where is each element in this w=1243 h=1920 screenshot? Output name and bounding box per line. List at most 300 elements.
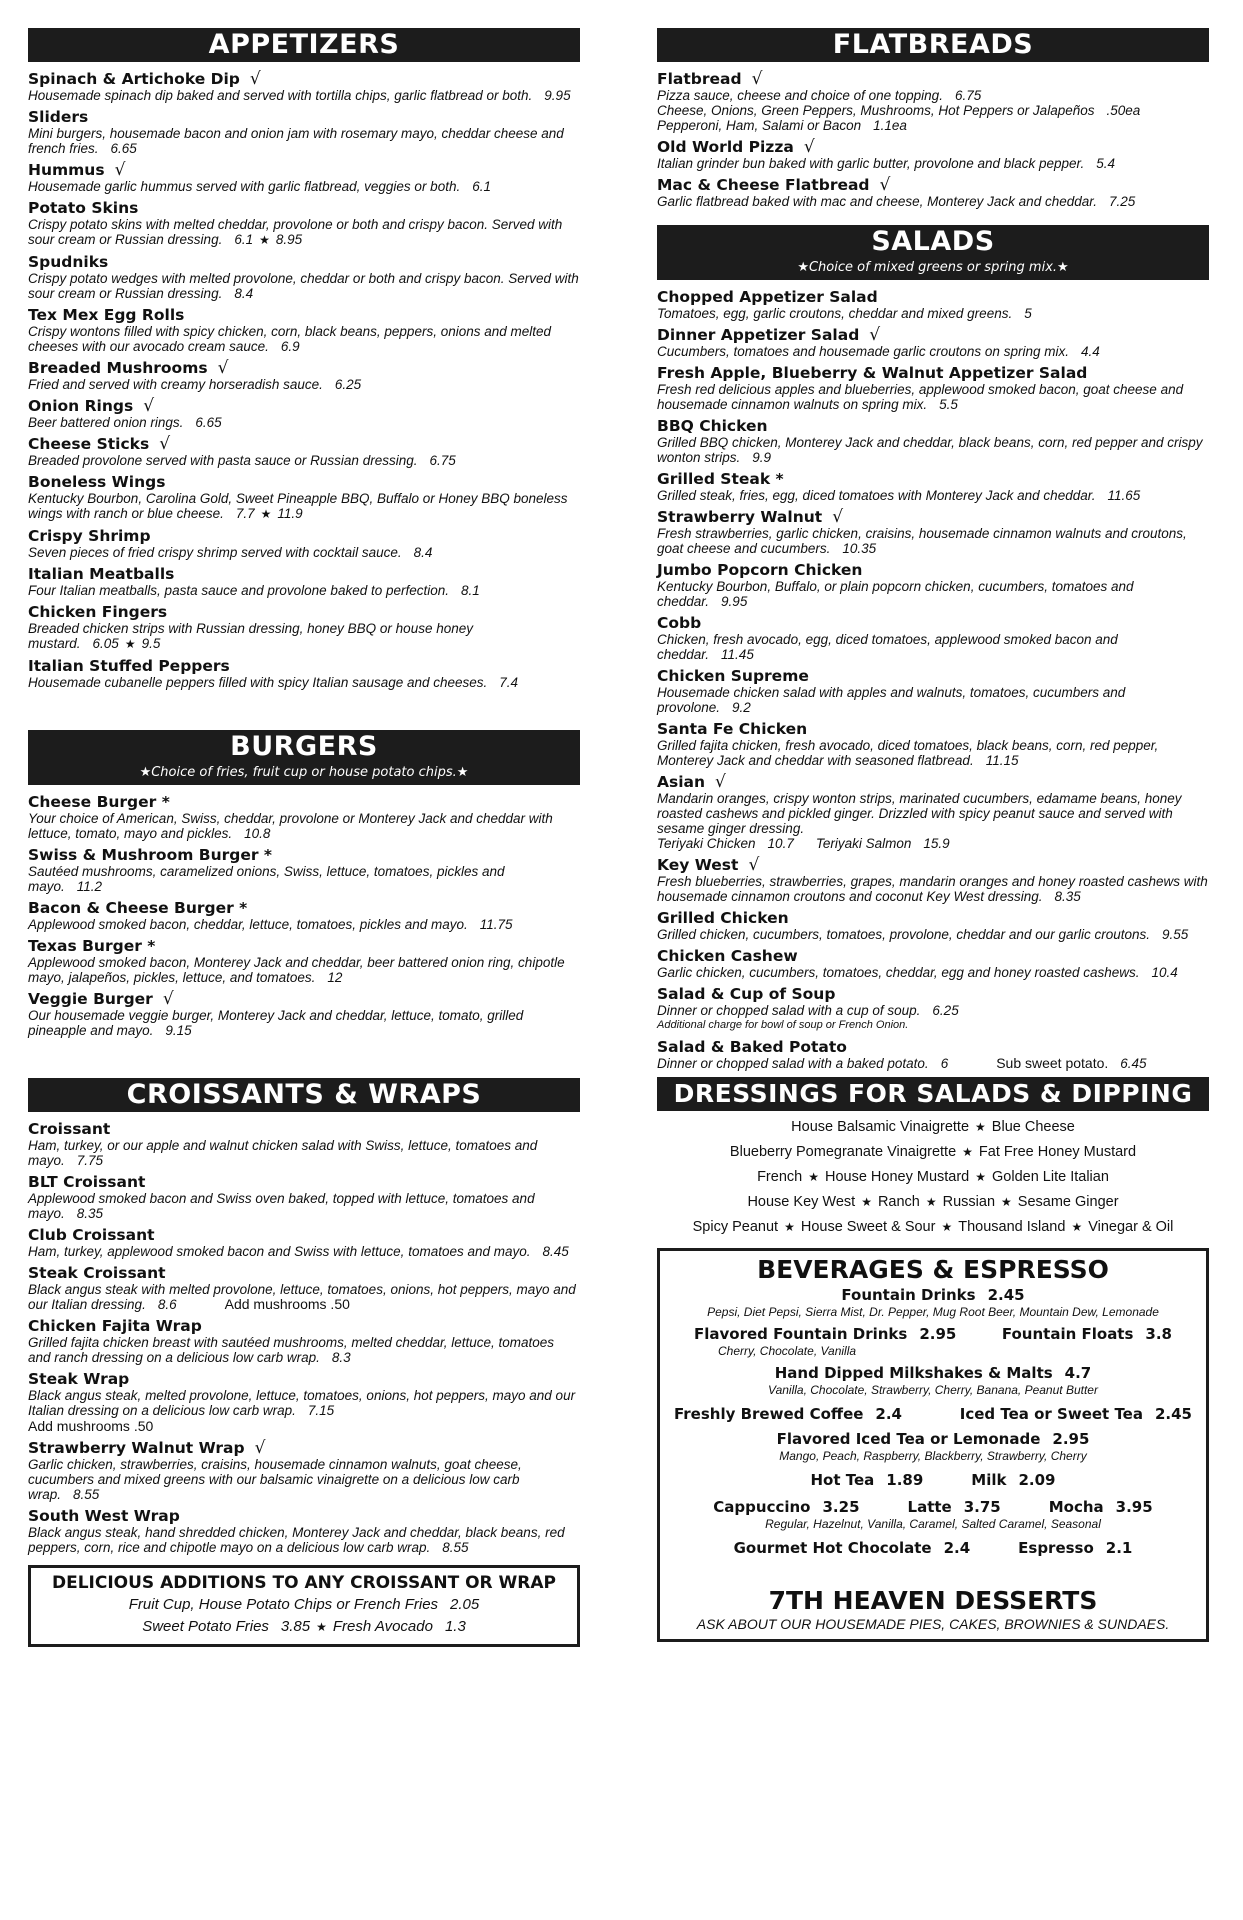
item-desc-text: Applewood smoked bacon, cheddar, lettuce, tomatoes, pickles and mayo. — [28, 917, 468, 932]
section-title: APPETIZERS — [208, 29, 400, 60]
item-desc-text: Crispy wontons filled with spicy chicken, corn, black beans, peppers, onions and melted cheeses with our avocado cream sauce. — [28, 324, 552, 354]
item-name-text: Italian Meatballs — [28, 565, 175, 583]
item-description — [28, 491, 580, 522]
bev-price: 3.25 — [822, 1498, 860, 1516]
item-name-text: Tex Mex Egg Rolls — [28, 306, 185, 324]
item-desc-text: Fresh strawberries, garlic chicken, craisins, housemade cinnamon walnuts and croutons, goat cheese and cucumbers. — [657, 526, 1187, 556]
item-price: 9.15 — [165, 1023, 192, 1038]
item-desc-text: Crispy potato skins with melted cheddar, provolone or both and crispy bacon. Served with sour cream or Russian dressing. — [28, 217, 563, 247]
item-name-text: Breaded Mushrooms — [28, 359, 208, 377]
item-desc-text: Dinner or chopped salad with a baked potato. — [657, 1056, 929, 1071]
item-description — [28, 1525, 580, 1555]
item-name — [657, 508, 1209, 526]
item-description — [28, 324, 580, 354]
menu-item — [657, 614, 1209, 662]
menu-item — [28, 473, 580, 522]
dressing-line — [657, 1140, 1209, 1165]
item-desc-text: Applewood smoked bacon, Monterey Jack and cheddar, beer battered onion ring, chipotle mayo, jalapeños, pickles, lettuce, and tomatoes. — [28, 955, 565, 985]
bev-hot-tea — [810, 1471, 923, 1490]
item-price: 11.45 — [721, 647, 754, 662]
item-desc-text: Black angus steak with melted provolone, lettuce, tomatoes, onions, hot peppers, mayo and our Italian dressing. — [28, 1282, 576, 1312]
item-desc-text: Kentucky Bourbon, Buffalo, or plain popcorn chicken, cucumbers, tomatoes and cheddar. — [657, 579, 1134, 609]
item-desc-text: Kentucky Bourbon, Carolina Gold, Sweet Pineapple BBQ, Buffalo or Honey BBQ boneless wings with ranch or blue cheese. — [28, 491, 568, 521]
item-description — [657, 156, 1209, 171]
star-icon: ★ — [925, 1195, 937, 1209]
desserts-title: 7TH HEAVEN DESSERTS — [768, 1586, 1098, 1615]
item-description — [28, 1008, 580, 1038]
item-desc-text: Garlic chicken, cucumbers, tomatoes, cheddar, egg and honey roasted cashews. — [657, 965, 1140, 980]
item-description — [28, 955, 580, 985]
item-price: 7.7 — [235, 506, 255, 521]
bev-flavored-tea — [660, 1430, 1206, 1463]
item-name — [28, 990, 580, 1008]
item-desc-text: Grilled fajita chicken breast with sautéed mushrooms, melted cheddar, lettuce, tomatoes and ranch dressing on a delicious low carb wrap. — [28, 1335, 555, 1365]
item-name — [657, 985, 1209, 1003]
additions-line2 — [31, 1616, 577, 1638]
item-name-text: Chicken Fingers — [28, 603, 168, 621]
section-appetizers — [28, 28, 580, 690]
item-description — [657, 306, 1209, 321]
star-icon: ★ — [861, 1195, 872, 1209]
item-name — [657, 667, 1209, 685]
bev-name: Fountain Floats — [1001, 1325, 1134, 1343]
menu-item — [657, 856, 1209, 904]
item-desc-text: Black angus steak, hand shredded chicken, Monterey Jack and cheddar, black beans, red peppers, corn, rice and chipotle mayo on a delicious low carb wrap. — [28, 1525, 565, 1555]
dressing-item: Thousand Island — [958, 1219, 1066, 1235]
item-name — [28, 1264, 580, 1282]
item-description — [657, 1003, 1209, 1018]
item-price: 10.4 — [1151, 965, 1178, 980]
item-name-text: Strawberry Walnut — [657, 508, 823, 526]
vegetarian-icon: √ — [254, 1438, 266, 1458]
item-desc-text: Housemade chicken salad with apples and walnuts, tomatoes, cucumbers and provolone. — [657, 685, 1126, 715]
item-name — [657, 614, 1209, 632]
menu-item — [28, 359, 580, 392]
dressing-item: Blue Cheese — [991, 1119, 1075, 1135]
bev-name: Iced Tea or Sweet Tea — [959, 1405, 1143, 1423]
item-name-text: Salad & Cup of Soup — [657, 985, 836, 1003]
item-description — [657, 382, 1209, 412]
menu-item — [28, 527, 580, 560]
bev-price: 3.95 — [1115, 1498, 1153, 1516]
item-name-text: Cobb — [657, 614, 702, 632]
item-desc-text: Breaded provolone served with pasta sauce or Russian dressing. — [28, 453, 418, 468]
option-text: Pepperoni, Ham, Salami or Bacon — [657, 118, 862, 133]
item-desc-text: Four Italian meatballs, pasta sauce and provolone baked to perfection. — [28, 583, 450, 598]
bev-row-chocolate — [660, 1539, 1206, 1558]
item-name — [28, 603, 580, 621]
item-name-text: Boneless Wings — [28, 473, 166, 491]
item-desc-text: Your choice of American, Swiss, cheddar, provolone or Monterey Jack and cheddar with lettuce, tomato, mayo and pickles. — [28, 811, 553, 841]
item-price-large: 9.5 — [141, 636, 161, 651]
item-name — [28, 1317, 580, 1335]
menu-item — [657, 909, 1209, 942]
item-price-large: 11.9 — [277, 506, 303, 521]
item-desc-text: Mandarin oranges, crispy wonton strips, marinated cucumbers, edamame beans, honey roasted cashews and pickled ginger. Drizzled with spicy peanut sauce and served with sesame ginger dressing. — [657, 791, 1182, 836]
item-extra-price: 6.45 — [1120, 1056, 1147, 1071]
item-name-text: Santa Fe Chicken — [657, 720, 808, 738]
item-price: 8.6 — [157, 1297, 177, 1312]
item-description — [28, 811, 580, 841]
item-description — [657, 579, 1209, 609]
vegetarian-icon: √ — [159, 434, 171, 454]
item-desc-text: Crispy potato wedges with melted provolone, cheddar or both and crispy bacon. Served with sour cream or Russian dressing. — [28, 271, 579, 301]
additions-price: 2.05 — [450, 1596, 480, 1613]
item-description — [657, 791, 1209, 836]
menu-item — [28, 161, 580, 194]
option-text: Teriyaki Salmon — [815, 836, 912, 851]
item-name-text: Sliders — [28, 108, 89, 126]
item-desc-text: Garlic chicken, strawberries, craisins, housemade cinnamon walnuts, goat cheese, cucumbers and mixed greens with our balsamic vinaigrette on a delicious low carb wrap. — [28, 1457, 522, 1502]
item-price: 9.55 — [1162, 927, 1189, 942]
item-price: 6.1 — [472, 179, 491, 194]
item-name-text: Salad & Baked Potato — [657, 1038, 847, 1056]
star-icon: ★ — [941, 1220, 953, 1234]
menu-item — [28, 899, 580, 932]
vegetarian-icon: √ — [162, 989, 174, 1009]
item-name — [28, 1120, 580, 1138]
item-description — [657, 344, 1209, 359]
section-header-dressings — [657, 1077, 1209, 1111]
item-name — [657, 470, 1209, 488]
item-name-text: Cheese Sticks — [28, 435, 150, 453]
bev-price: 2.95 — [1052, 1430, 1090, 1448]
item-desc-text: Housemade cubanelle peppers filled with spicy Italian sausage and cheeses. — [28, 675, 488, 690]
item-description — [657, 435, 1209, 465]
menu-item — [657, 364, 1209, 412]
item-description — [657, 738, 1209, 768]
menu-item — [28, 565, 580, 598]
bev-espresso-flavors: Regular, Hazelnut, Vanilla, Caramel, Salted Caramel, Seasonal — [765, 1517, 1101, 1531]
vegetarian-icon: √ — [879, 175, 891, 195]
item-name-text: Chopped Appetizer Salad — [657, 288, 878, 306]
item-name — [28, 937, 580, 955]
item-name — [28, 565, 580, 583]
item-name — [28, 306, 580, 324]
bev-price: 2.4 — [875, 1405, 902, 1423]
item-option-line — [657, 836, 1209, 851]
section-subtitle-text: Choice of mixed greens or spring mix. — [808, 260, 1058, 275]
item-name-text: Texas Burger * — [28, 937, 156, 955]
bev-price: 2.4 — [943, 1539, 971, 1557]
item-name-text: Grilled Steak * — [657, 470, 784, 488]
bev-milk — [971, 1471, 1055, 1490]
star-icon: ★ — [797, 260, 809, 275]
bev-row-flavored — [660, 1325, 1206, 1358]
item-name — [657, 947, 1209, 965]
vegetarian-icon: √ — [748, 855, 760, 875]
section-title: SALADS — [871, 226, 995, 257]
item-name-text: Croissant — [28, 1120, 111, 1138]
bev-hot-chocolate — [734, 1539, 971, 1558]
item-name — [657, 773, 1209, 791]
item-description — [657, 194, 1209, 209]
item-extra: Sub sweet potato. — [996, 1055, 1109, 1071]
item-price: 8.3 — [331, 1350, 351, 1365]
item-name — [28, 1507, 580, 1525]
dressing-item: House Sweet & Sour — [800, 1219, 936, 1235]
section-header — [28, 28, 580, 62]
item-desc-text: Grilled chicken, cucumbers, tomatoes, provolone, cheddar and our garlic croutons. — [657, 927, 1151, 942]
item-extra: Add mushrooms .50 — [28, 1418, 154, 1434]
item-description — [657, 526, 1209, 556]
menu-item — [28, 1226, 580, 1259]
item-desc-text: Fried and served with creamy horseradish sauce. — [28, 377, 323, 392]
item-desc-text: Chicken, fresh avocado, egg, diced tomatoes, applewood smoked bacon and cheddar. — [657, 632, 1118, 662]
item-name-text: Grilled Chicken — [657, 909, 789, 927]
item-description — [28, 271, 580, 301]
item-name-text: Swiss & Mushroom Burger * — [28, 846, 273, 864]
menu-item — [657, 326, 1209, 359]
dressing-item: House Key West — [747, 1194, 856, 1210]
item-name — [28, 899, 580, 917]
star-icon: ★ — [316, 1620, 327, 1634]
star-icon: ★ — [456, 765, 469, 780]
item-price: 8.55 — [73, 1487, 100, 1502]
item-description — [28, 453, 580, 468]
menu-item — [657, 773, 1209, 851]
item-name-text: Club Croissant — [28, 1226, 155, 1244]
item-name — [657, 176, 1209, 194]
item-description — [28, 864, 580, 894]
item-name — [28, 199, 580, 217]
item-description — [28, 583, 580, 598]
item-price: 9.2 — [732, 700, 751, 715]
menu-item — [28, 1264, 580, 1312]
item-list — [657, 280, 1209, 1071]
item-name-text: Chicken Cashew — [657, 947, 798, 965]
item-price: 6.05 — [92, 636, 119, 651]
item-name — [28, 108, 580, 126]
bev-price: 1.89 — [886, 1471, 924, 1489]
item-description — [657, 632, 1209, 662]
star-icon: ★ — [1001, 1195, 1012, 1209]
item-name — [28, 527, 580, 545]
menu-item — [28, 793, 580, 841]
section-title: BURGERS — [230, 731, 378, 762]
menu-item — [657, 720, 1209, 768]
menu-item — [28, 108, 580, 156]
item-description — [28, 1335, 580, 1365]
menu-item — [657, 508, 1209, 556]
item-price: 10.35 — [842, 541, 877, 556]
item-name-text: Old World Pizza — [657, 138, 794, 156]
item-name-text: Dinner Appetizer Salad — [657, 326, 860, 344]
item-price: 4.4 — [1080, 344, 1100, 359]
left-column — [28, 28, 580, 1647]
item-name-text: Hummus — [28, 161, 105, 179]
item-name — [657, 720, 1209, 738]
item-desc-text: Ham, turkey, or our apple and walnut chicken salad with Swiss, lettuce, tomatoes and mayo. — [28, 1138, 538, 1168]
item-price: 6.75 — [954, 88, 982, 103]
item-price: 11.15 — [985, 753, 1019, 768]
item-description — [657, 88, 1209, 103]
item-option-line — [657, 103, 1209, 118]
item-name — [657, 561, 1209, 579]
item-price: 6.25 — [932, 1003, 959, 1018]
star-icon: ★ — [259, 233, 270, 247]
bev-latte — [908, 1498, 1001, 1517]
additions-item: Sweet Potato Fries — [142, 1618, 269, 1635]
bev-name: Gourmet Hot Chocolate — [733, 1539, 932, 1557]
option-price: .50ea — [1106, 103, 1141, 118]
option-price: 15.9 — [923, 836, 950, 851]
dressing-line — [657, 1115, 1209, 1140]
item-name — [28, 473, 580, 491]
item-description — [28, 621, 580, 652]
section-header — [657, 28, 1209, 62]
item-note: Additional charge for bowl of soup or French Onion. — [657, 1019, 909, 1031]
item-list — [28, 62, 580, 690]
dressing-line — [657, 1165, 1209, 1190]
bev-name: Latte — [907, 1498, 952, 1516]
dressings-list — [657, 1111, 1209, 1240]
bev-price: 3.75 — [963, 1498, 1001, 1516]
menu-item — [657, 417, 1209, 465]
section-flatbreads — [657, 28, 1209, 209]
item-name-text: Key West — [657, 856, 739, 874]
item-description — [28, 1282, 580, 1312]
item-price: 9.95 — [721, 594, 748, 609]
item-name — [657, 909, 1209, 927]
item-name — [657, 856, 1209, 874]
star-icon: ★ — [1057, 260, 1069, 275]
vegetarian-icon: √ — [832, 507, 844, 527]
item-desc-text: Beer battered onion rings. — [28, 415, 184, 430]
item-price: 6.65 — [110, 141, 137, 156]
item-name-text: Crispy Shrimp — [28, 527, 151, 545]
item-list — [657, 62, 1209, 209]
item-name — [657, 70, 1209, 88]
bev-fountain — [660, 1286, 1206, 1319]
bev-iced-tea — [960, 1405, 1192, 1424]
item-description — [28, 1457, 580, 1502]
item-list — [28, 1112, 580, 1555]
item-price: 8.35 — [1054, 889, 1081, 904]
item-name-text: Chicken Supreme — [657, 667, 809, 685]
item-desc-text: Ham, turkey, applewood smoked bacon and Swiss with lettuce, tomatoes and mayo. — [28, 1244, 531, 1259]
star-icon: ★ — [139, 765, 152, 780]
dressing-item: Fat Free Honey Mustard — [978, 1144, 1137, 1160]
item-price: 5 — [1024, 306, 1032, 321]
item-desc-text: Seven pieces of fried crispy shrimp served with cocktail sauce. — [28, 545, 402, 560]
bev-mocha — [1049, 1498, 1153, 1517]
menu-item — [657, 138, 1209, 171]
section-header — [28, 730, 580, 785]
bev-name: Mocha — [1048, 1498, 1104, 1516]
item-description — [657, 965, 1209, 980]
menu-item — [28, 846, 580, 894]
menu-item — [28, 1439, 580, 1502]
star-icon: ★ — [975, 1170, 987, 1184]
vegetarian-icon: √ — [217, 358, 229, 378]
bev-name: Hand Dipped Milkshakes & Malts — [774, 1364, 1053, 1382]
dressing-item: House Honey Mustard — [824, 1169, 970, 1185]
item-description — [28, 217, 580, 248]
item-name — [657, 326, 1209, 344]
item-description — [28, 675, 580, 690]
desserts-sub: ASK ABOUT OUR HOUSEMADE PIES, CAKES, BROWNIES & SUNDAES. — [696, 1616, 1170, 1632]
item-price-large: 8.95 — [275, 232, 303, 247]
bev-name: Cappuccino — [713, 1498, 811, 1516]
section-title: CROISSANTS & WRAPS — [126, 1079, 482, 1110]
star-icon: ★ — [975, 1120, 986, 1134]
dressing-line — [657, 1215, 1209, 1240]
section-burgers — [28, 730, 580, 1038]
item-description — [28, 377, 580, 392]
item-name-text: Asian — [657, 773, 706, 791]
item-option-line — [657, 118, 1209, 133]
additions-price: 1.3 — [444, 1618, 466, 1635]
menu-item — [28, 1173, 580, 1221]
item-name — [28, 359, 580, 377]
bev-name: Hot Tea — [810, 1471, 875, 1489]
menu-item — [657, 985, 1209, 1033]
item-desc-text: Mini burgers, housemade bacon and onion jam with rosemary mayo, cheddar cheese and french fries. — [28, 126, 564, 156]
item-price: 8.35 — [76, 1206, 104, 1221]
star-icon: ★ — [784, 1220, 795, 1234]
item-list — [28, 785, 580, 1038]
item-name — [28, 1173, 580, 1191]
bev-milkshakes — [660, 1364, 1206, 1397]
dressing-item: Sesame Ginger — [1017, 1194, 1119, 1210]
item-description — [28, 179, 580, 194]
item-description — [657, 927, 1209, 942]
bev-flavored-fountain — [694, 1325, 956, 1358]
item-desc-text: Cucumbers, tomatoes and housemade garlic croutons on spring mix. — [657, 344, 1069, 359]
item-name-text: Steak Croissant — [28, 1264, 166, 1282]
item-price: 6.9 — [280, 339, 300, 354]
additions-title: DELICIOUS ADDITIONS TO ANY CROISSANT OR WRAP — [51, 1573, 557, 1593]
item-price: 8.1 — [461, 583, 480, 598]
additions-box — [28, 1565, 580, 1647]
dressing-item: Vinegar & Oil — [1088, 1219, 1174, 1235]
item-name — [28, 1370, 580, 1388]
menu-item — [28, 1317, 580, 1365]
vegetarian-icon: √ — [249, 69, 261, 89]
dressing-item: French — [757, 1169, 803, 1185]
bev-row-tea-milk — [660, 1471, 1206, 1490]
section-subtitle-text: Choice of fries, fruit cup or house potato chips. — [151, 765, 457, 780]
menu-item — [28, 306, 580, 354]
option-price: 10.7 — [767, 836, 794, 851]
item-description — [657, 874, 1209, 904]
item-name — [657, 288, 1209, 306]
item-desc-text: Breaded chicken strips with Russian dressing, honey BBQ or house honey mustard. — [28, 621, 473, 651]
item-description — [657, 1056, 1209, 1071]
bev-name: Flavored Fountain Drinks — [694, 1325, 908, 1343]
item-desc-text: Fresh red delicious apples and blueberries, applewood smoked bacon, goat cheese and housemade cinnamon walnuts on spring mix. — [657, 382, 1184, 412]
menu-item — [657, 288, 1209, 321]
vegetarian-icon: √ — [803, 137, 815, 157]
star-icon: ★ — [124, 637, 136, 651]
item-desc-text: Applewood smoked bacon and Swiss oven baked, topped with lettuce, tomatoes and mayo. — [28, 1191, 535, 1221]
menu-item — [657, 947, 1209, 980]
item-price: 7.75 — [76, 1153, 104, 1168]
section-subtitle — [28, 764, 580, 785]
additions-item: Fresh Avocado — [332, 1618, 433, 1635]
item-name-text: BLT Croissant — [28, 1173, 146, 1191]
star-icon: ★ — [260, 507, 272, 521]
bev-name: Flavored Iced Tea or Lemonade — [776, 1430, 1041, 1448]
menu-item — [28, 1370, 580, 1434]
item-name — [28, 846, 580, 864]
section-title: FLATBREADS — [832, 29, 1034, 60]
item-name-text: BBQ Chicken — [657, 417, 768, 435]
item-price: 8.4 — [234, 286, 254, 301]
bev-sub: Vanilla, Chocolate, Strawberry, Cherry, Banana, Peanut Butter — [768, 1383, 1098, 1397]
item-name — [657, 364, 1209, 382]
